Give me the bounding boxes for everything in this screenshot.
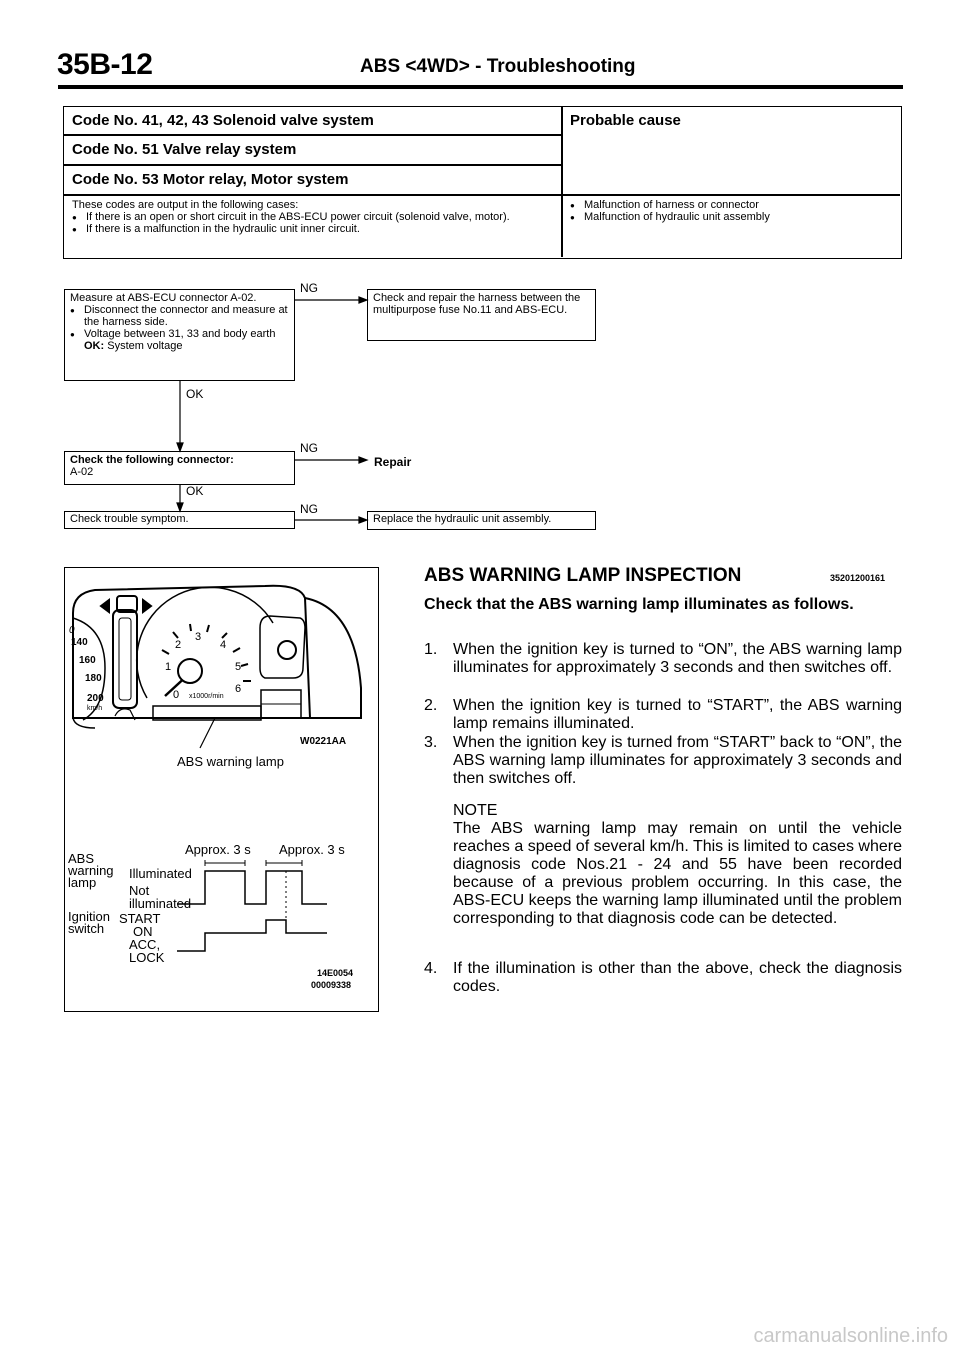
timing-not-illuminated: illuminated: [129, 896, 192, 911]
timing-acc: ACC,: [129, 937, 161, 952]
timing-approx-1: Approx. 3 s: [185, 842, 251, 857]
description-item: ● If there is a malfunction in the hydraulic unit inner circuit.: [72, 223, 552, 235]
flow-step-connector-id: A-02: [70, 466, 94, 478]
page-title: ABS <4WD> - Troubleshooting: [360, 56, 636, 77]
flow-step-check-symptom: Check trouble symptom.: [64, 511, 295, 529]
inspection-step: 3. When the ignition key is turned from “START” back to “ON”, the ABS warning lamp illuminates for approximately 3 seconds and then switches off.: [424, 734, 902, 787]
instrument-cluster-illustration: [65, 568, 377, 1010]
inspection-note: [453, 802, 902, 928]
section-intro: Check that the ABS warning lamp illuminates as follows.: [424, 596, 854, 613]
flow-action-replace-hydraulic: Replace the hydraulic unit assembly.: [367, 511, 596, 530]
section-title: ABS WARNING LAMP INSPECTION: [424, 565, 742, 586]
cause-item: ● Malfunction of hydraulic unit assembly: [570, 211, 890, 223]
rpm-4: 4: [220, 639, 227, 651]
note-text: The ABS warning lamp may remain on until the vehicle reaches a speed of several km/h. This is limited to cases where diagnosis code Nos.21 - 24 and 55 have been recorded because of a previous problem occurring. In this case, the ABS-ECU keeps the warning lamp illuminated until the problem corresponding to that diagnosis code can be detected.: [453, 820, 902, 927]
flow-step-measure-item: ● Disconnect the connector and measure at the harness side.: [70, 304, 289, 328]
watermark: carmanualsonline.info: [753, 1325, 948, 1347]
section-id: 35201200161: [830, 573, 886, 583]
timing-on: ON: [133, 924, 153, 939]
ok-label: OK: [186, 484, 204, 498]
description-item: ● If there is an open or short circuit in the ABS-ECU power circuit (solenoid valve, motor).: [72, 211, 552, 223]
speed-0: 0: [69, 625, 75, 636]
rpm-1: 1: [165, 661, 172, 673]
rpm-2: 2: [175, 639, 182, 651]
timing-illuminated: Illuminated: [129, 866, 192, 881]
speed-180: 180: [85, 673, 102, 684]
timing-abs-label: ABS: [68, 851, 95, 866]
timing-lamp-label: lamp: [68, 875, 97, 890]
timing-start: START: [119, 911, 161, 926]
abs-warning-lamp-label: ABS warning lamp: [177, 754, 284, 769]
timing-lock: LOCK: [129, 950, 165, 965]
cause-item: ● Malfunction of harness or connector: [570, 199, 890, 211]
inspection-step: 2. When the ignition key is turned to “START”, the ABS warning lamp remains illuminated.: [424, 697, 902, 732]
inspection-step: 1. When the ignition key is turned to “ON”, the ABS warning lamp illuminates for approximately 3 seconds and then switches off.: [424, 641, 902, 676]
flow-step-measure-title: Measure at ABS-ECU connector A-02.: [70, 292, 257, 304]
note-label: NOTE: [453, 802, 498, 819]
code-row-solenoid: Code No. 41, 42, 43 Solenoid valve system: [72, 112, 374, 129]
rpm-0: 0: [173, 689, 180, 701]
timing-not: Not: [129, 883, 150, 898]
ok-label: OK: [186, 387, 204, 401]
code-row-motor-relay: Code No. 53 Motor relay, Motor system: [72, 171, 349, 188]
rpm-3: 3: [195, 631, 202, 643]
flow-step-measure-item: ● Voltage between 31, 33 and body earth: [70, 328, 289, 340]
rpm-unit: x1000r/min: [189, 693, 224, 700]
figure-code-top: W0221AA: [300, 736, 347, 747]
flowchart-connectors: [0, 0, 960, 560]
code-row-valve-relay: Code No. 51 Valve relay system: [72, 141, 297, 158]
description-intro: These codes are output in the following cases:: [72, 199, 299, 211]
figure-panel: [64, 567, 379, 1012]
timing-ignition-label: Ignition: [68, 909, 110, 924]
speed-200: 200: [87, 693, 104, 704]
ng-label: NG: [300, 281, 318, 295]
timing-approx-2: Approx. 3 s: [279, 842, 345, 857]
timing-switch-label: switch: [68, 921, 105, 936]
speed-unit: km/h: [87, 705, 103, 712]
inspection-step: 4. If the illumination is other than the above, check the diagnosis codes.: [424, 960, 902, 995]
rpm-6: 6: [235, 683, 242, 695]
timing-warning-label: warning: [68, 863, 114, 878]
flow-action-check-harness: Check and repair the harness between the multipurpose fuse No.11 and ABS-ECU.: [367, 289, 596, 341]
figure-code-bottom-1: 14E0054: [317, 968, 354, 978]
probable-cause-header: Probable cause: [570, 112, 681, 129]
ng-label: NG: [300, 441, 318, 455]
speed-160: 160: [79, 655, 96, 666]
ng-label: NG: [300, 502, 318, 516]
flow-step-connector-title: Check the following connector:: [70, 454, 234, 466]
flow-action-repair: Repair: [374, 455, 412, 469]
flow-step-measure-ok: OK: System voltage: [84, 340, 183, 352]
rpm-5: 5: [235, 661, 242, 673]
speed-140: 140: [71, 637, 88, 648]
figure-code-bottom-2: 00009338: [311, 980, 352, 990]
page-number: 35B-12: [57, 48, 153, 81]
